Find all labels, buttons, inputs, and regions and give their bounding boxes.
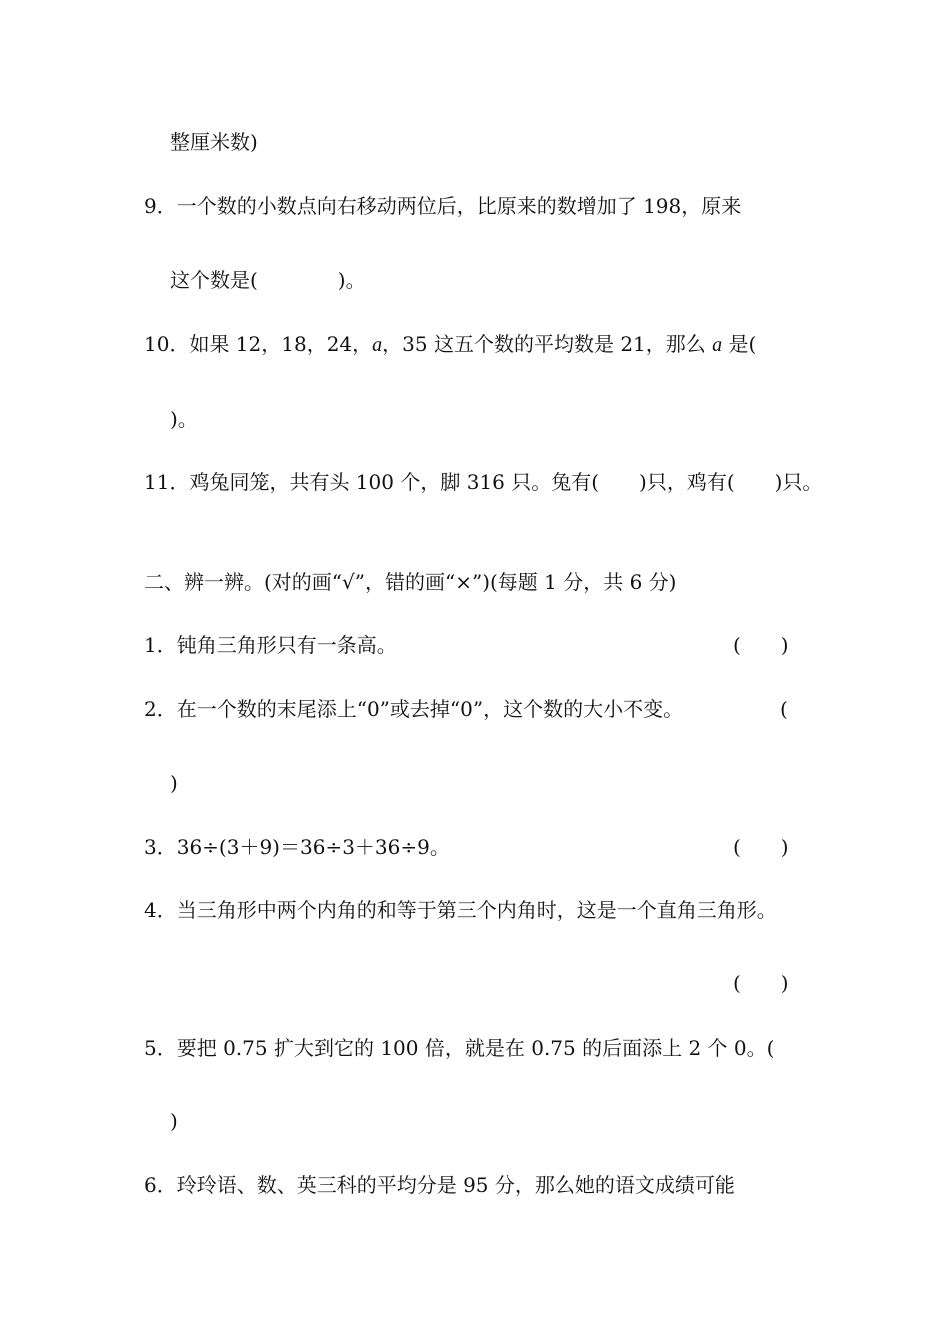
- s2-item-2-close-paren: ): [170, 771, 178, 795]
- s2-item-1-answer-paren: ( ): [733, 633, 789, 657]
- q10-text-a: 10．如果 12，18，24，: [144, 332, 373, 356]
- q10-var-a-2: a: [712, 334, 723, 356]
- q10-text-c: 是(: [722, 332, 757, 356]
- q10-text-b: ，35 这五个数的平均数是 21，那么: [382, 332, 713, 356]
- s2-item-5: 5．要把 0.75 扩大到它的 100 倍，就是在 0.75 的后面添上 2 个 0。(: [144, 1036, 775, 1060]
- q10-var-a: a: [372, 334, 383, 356]
- s2-item-4: 4．当三角形中两个内角的和等于第三个内角时，这是一个直角三角形。: [144, 898, 777, 922]
- q10-line1: [144, 330, 756, 359]
- q10-line2: )。: [170, 407, 198, 431]
- s2-item-2-open-paren: (: [780, 697, 788, 721]
- q11-line: 11．鸡兔同笼，共有头 100 个，脚 316 只。兔有( )只，鸡有( )只。: [144, 470, 823, 494]
- q9-line2: 这个数是( )。: [170, 268, 366, 292]
- s2-item-1: 1．钝角三角形只有一条高。: [144, 633, 397, 657]
- section2-heading: 二、辨一辨。(对的画“√”，错的画“×”)(每题 1 分，共 6 分): [144, 570, 677, 594]
- s2-item-3-answer-paren: ( ): [733, 835, 789, 859]
- s2-item-6: 6．玲玲语、数、英三科的平均分是 95 分，那么她的语文成绩可能: [144, 1173, 735, 1197]
- s2-item-3: 3．36÷(3＋9)＝36÷3＋36÷9。: [144, 835, 450, 859]
- s2-item-2: 2．在一个数的末尾添上“0”或去掉“0”，这个数的大小不变。: [144, 697, 684, 721]
- s2-item-5-close-paren: ): [170, 1109, 178, 1133]
- q9-line1: 9．一个数的小数点向右移动两位后，比原来的数增加了 198，原来: [144, 194, 742, 218]
- q8-continuation: 整厘米数): [170, 130, 258, 154]
- s2-item-4-answer-paren: ( ): [733, 971, 789, 995]
